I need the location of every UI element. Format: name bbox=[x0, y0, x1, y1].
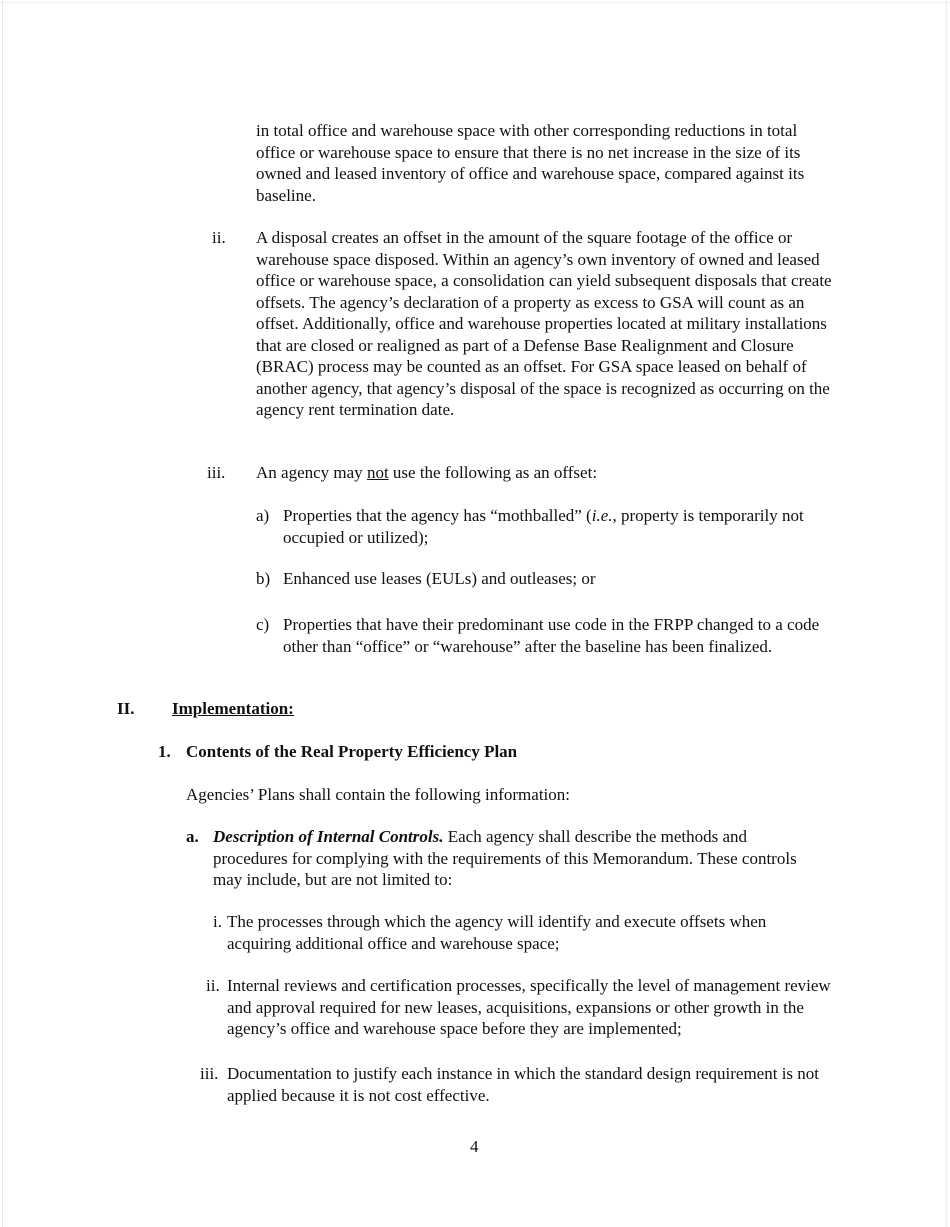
page-number: 4 bbox=[470, 1137, 479, 1156]
item-a-paragraph bbox=[213, 826, 813, 891]
sub-a-text-after: , property is temporarily not occupied or utilized); bbox=[283, 506, 804, 547]
section-ii-marker: II. bbox=[117, 699, 135, 718]
item-iii-underlined-not: not bbox=[366, 463, 389, 482]
sub-a-text-before: Properties that the agency has “mothballed” ( bbox=[283, 506, 592, 525]
sub-c-paragraph: Properties that have their predominant use code in the FRPP changed to a code other than “office” or “warehouse” after the baseline has been finalized. bbox=[283, 615, 820, 656]
item-a-text: Each agency shall describe the methods and procedures for complying with the requirements of this Memorandum. These controls may include, but are not limited to: bbox=[213, 827, 797, 889]
controls-item-i-marker: i. bbox=[213, 912, 222, 931]
controls-item-i-text: The processes through which the agency will identify and execute offsets when acquiring additional office and warehouse space; bbox=[227, 912, 767, 953]
item-ii-marker: ii. bbox=[212, 228, 226, 247]
heading-1-marker: 1. bbox=[158, 742, 171, 761]
sub-a-paragraph bbox=[283, 505, 833, 548]
sub-a-italic: i.e. bbox=[591, 506, 613, 525]
sub-c-marker: c) bbox=[256, 615, 270, 634]
item-ii-paragraph: A disposal creates an offset in the amount of the square footage of the office or warehouse space disposed. Within an agency’s own inventory of owned and leased office or warehouse space, a consolidation can yield subsequent disposals that create offsets. The agency’s declaration of a property as excess to GSA will count as an offset. Additionally, office and warehouse properties located at military installations that are closed or realigned as part of a Defense Base Realignment and Closure (BRAC) process may be counted as an offset. For GSA space leased on behalf of another agency, that agency’s disposal of the space is recognized as occurring on the agency rent termination date. bbox=[256, 228, 832, 419]
item-a-title: Description of Internal Controls. bbox=[213, 827, 444, 846]
scan-edge-top bbox=[0, 2, 950, 3]
controls-item-iii-text: Documentation to justify each instance in which the standard design requirement is not applied because it is not cost effective. bbox=[227, 1064, 820, 1105]
continuation-paragraph: in total office and warehouse space with other corresponding reductions in total office or warehouse space to ensure that there is no net increase in the size of its owned and leased inventory of office and warehouse space, compared against its baseline. bbox=[256, 121, 805, 205]
heading-1-title: Contents of the Real Property Efficiency Plan bbox=[186, 742, 518, 761]
scan-edge-right bbox=[946, 0, 947, 1227]
controls-item-ii-text: Internal reviews and certification processes, specifically the level of management review and approval required for new leases, acquisitions, expansions or other growth in the agency’s office and warehouse space before they are implemented; bbox=[227, 976, 831, 1038]
controls-item-ii-marker: ii. bbox=[206, 976, 220, 995]
controls-item-iii-marker: iii. bbox=[200, 1064, 219, 1083]
sub-a-marker: a) bbox=[256, 506, 270, 525]
sub-b-marker: b) bbox=[256, 569, 271, 588]
scan-edge-left bbox=[2, 0, 3, 1227]
section-ii-title: Implementation: bbox=[172, 699, 294, 718]
item-iii-marker: iii. bbox=[207, 463, 226, 482]
item-iii-text-after: use the following as an offset: bbox=[388, 463, 598, 482]
item-iii-text-before: An agency may bbox=[256, 463, 367, 482]
item-iii-paragraph bbox=[256, 462, 841, 484]
sub-b-paragraph: Enhanced use leases (EULs) and outleases; or bbox=[283, 569, 596, 588]
plans-intro: Agencies’ Plans shall contain the following information: bbox=[186, 785, 570, 804]
item-a-marker: a. bbox=[186, 827, 199, 846]
